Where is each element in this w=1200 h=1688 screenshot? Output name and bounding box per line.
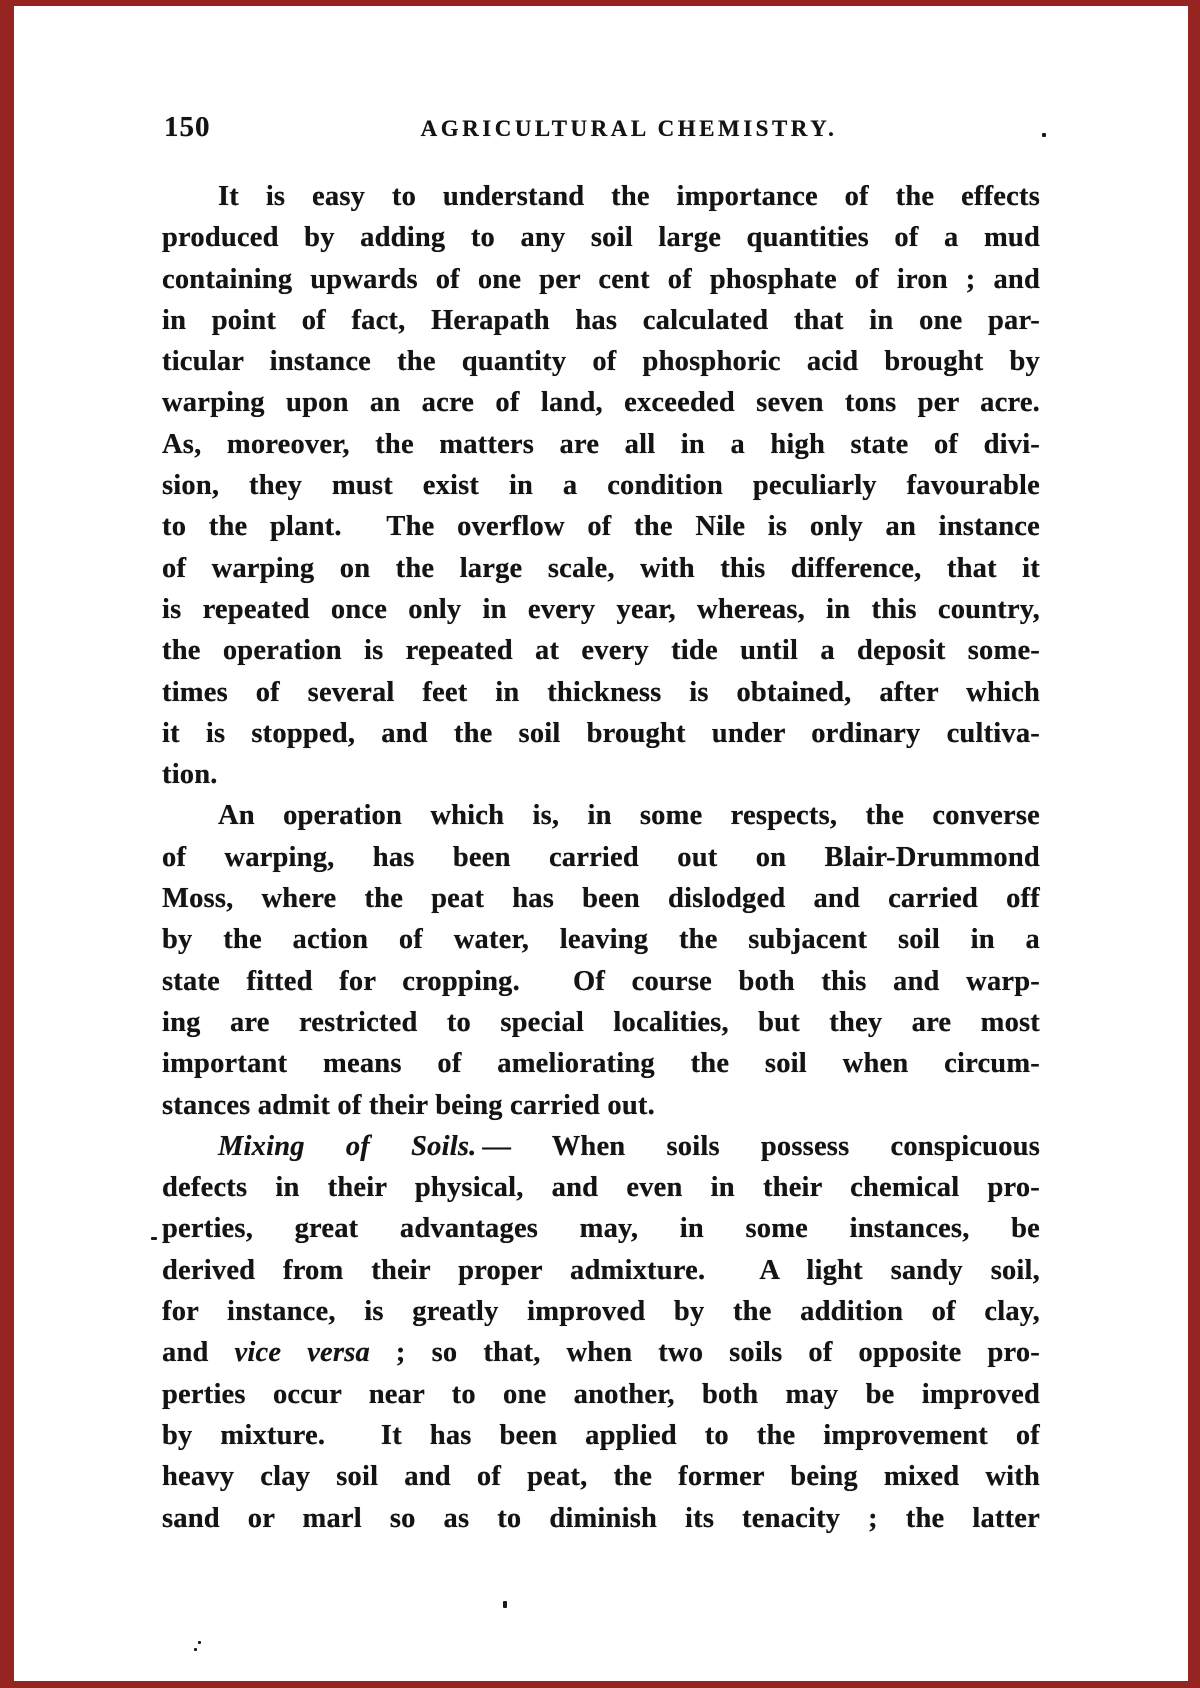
- text-line: [162, 589, 1040, 630]
- text-line: [162, 1085, 1040, 1126]
- text-segment: ; so that, when two soils of opposite pro-: [369, 1337, 1040, 1369]
- text-segment: perties, great advantages may, in some instances, be: [162, 1213, 1040, 1245]
- text-segment: As, moreover, the matters are all in a high state of divi-: [162, 428, 1040, 460]
- scan-edge-bottom: [0, 1681, 1200, 1688]
- text-line: [162, 1043, 1040, 1084]
- text-line: [162, 506, 1040, 547]
- scan-speck: [151, 1237, 157, 1240]
- text-segment: is repeated once only in every year, whereas, in this country,: [162, 593, 1040, 625]
- text-segment: — When soils possess conspicuous: [476, 1130, 1041, 1162]
- text-line: [162, 424, 1040, 465]
- text-line: [162, 672, 1040, 713]
- text-segment: stances admit of their being carried out.: [162, 1089, 655, 1121]
- text-line: [162, 837, 1040, 878]
- text-segment: for instance, is greatly improved by the addition of clay,: [162, 1296, 1040, 1328]
- text-line: [162, 1208, 1040, 1249]
- scan-speck: [198, 1641, 201, 1644]
- text-line: [162, 300, 1040, 341]
- scan-edge-top: [0, 0, 1200, 6]
- text-line: [162, 1374, 1040, 1415]
- text-line: [162, 1002, 1040, 1043]
- page-text: [162, 176, 1040, 1539]
- text-segment: the operation is repeated at every tide until a deposit some-: [162, 635, 1040, 667]
- text-line: [162, 961, 1040, 1002]
- text-line: [162, 259, 1040, 300]
- text-segment: important means of ameliorating the soil when circum-: [162, 1048, 1040, 1080]
- text-line: [162, 1126, 1040, 1167]
- text-line: [162, 1167, 1040, 1208]
- scan-speck: [1042, 133, 1046, 137]
- text-segment: sion, they must exist in a condition peculiarly favourable: [162, 470, 1040, 502]
- text-line: [162, 795, 1040, 836]
- page-number: 150: [164, 111, 211, 143]
- scan-edge-right: [1188, 0, 1200, 1688]
- text-segment: by mixture. It has been applied to the improvement of: [162, 1419, 1040, 1451]
- text-line: [162, 1498, 1040, 1539]
- running-header: [162, 111, 1040, 151]
- text-line: [162, 548, 1040, 589]
- italic-text-segment: vice versa: [234, 1337, 370, 1369]
- text-segment: warping upon an acre of land, exceeded seven tons per acre.: [162, 387, 1040, 419]
- text-segment: derived from their proper admixture. A light sandy soil,: [162, 1254, 1040, 1286]
- text-segment: state fitted for cropping. Of course both this and warp-: [162, 965, 1040, 997]
- text-segment: perties occur near to one another, both may be improved: [162, 1378, 1040, 1410]
- text-segment: by the action of water, leaving the subjacent soil in a: [162, 924, 1040, 956]
- text-line: [162, 1250, 1040, 1291]
- text-line: [162, 754, 1040, 795]
- text-line: [162, 919, 1040, 960]
- text-segment: containing upwards of one per cent of phosphate of iron ; and: [162, 263, 1040, 295]
- text-segment: to the plant. The overflow of the Nile is only an instance: [162, 511, 1040, 543]
- text-segment: and: [162, 1337, 235, 1369]
- text-line: [162, 1456, 1040, 1497]
- text-segment: of warping, has been carried out on Blair-Drummond: [162, 841, 1040, 873]
- text-line: [162, 1291, 1040, 1332]
- text-segment: sand or marl so as to diminish its tenacity ; the latter: [162, 1502, 1040, 1534]
- text-segment: times of several feet in thickness is obtained, after which: [162, 676, 1040, 708]
- text-line: [162, 382, 1040, 423]
- italic-text-segment: Mixing of Soils.: [218, 1130, 477, 1162]
- scan-edge-left: [0, 0, 14, 1688]
- text-segment: of warping on the large scale, with this difference, that it: [162, 552, 1040, 584]
- text-line: [162, 1332, 1040, 1373]
- text-segment: defects in their physical, and even in their chemical pro-: [162, 1172, 1040, 1204]
- text-line: [162, 465, 1040, 506]
- text-segment: it is stopped, and the soil brought under ordinary cultiva-: [162, 717, 1040, 749]
- text-segment: ticular instance the quantity of phosphoric acid brought by: [162, 346, 1040, 378]
- text-line: [162, 1415, 1040, 1456]
- text-segment: An operation which is, in some respects, the converse: [218, 800, 1040, 832]
- scan-speck: [503, 1601, 507, 1608]
- text-segment: Moss, where the peat has been dislodged and carried off: [162, 883, 1040, 915]
- text-segment: heavy clay soil and of peat, the former being mixed with: [162, 1461, 1040, 1493]
- text-segment: ing are restricted to special localities, but they are most: [162, 1006, 1040, 1038]
- text-line: [162, 713, 1040, 754]
- text-line: [162, 176, 1040, 217]
- text-line: [162, 341, 1040, 382]
- text-line: [162, 217, 1040, 258]
- running-title: AGRICULTURAL CHEMISTRY.: [420, 116, 838, 141]
- text-line: [162, 878, 1040, 919]
- text-segment: It is easy to understand the importance of the effects: [218, 181, 1040, 212]
- text-segment: tion.: [162, 759, 218, 791]
- text-line: [162, 630, 1040, 671]
- text-segment: produced by adding to any soil large quantities of a mud: [162, 222, 1040, 254]
- text-segment: in point of fact, Herapath has calculated that in one par-: [162, 304, 1040, 336]
